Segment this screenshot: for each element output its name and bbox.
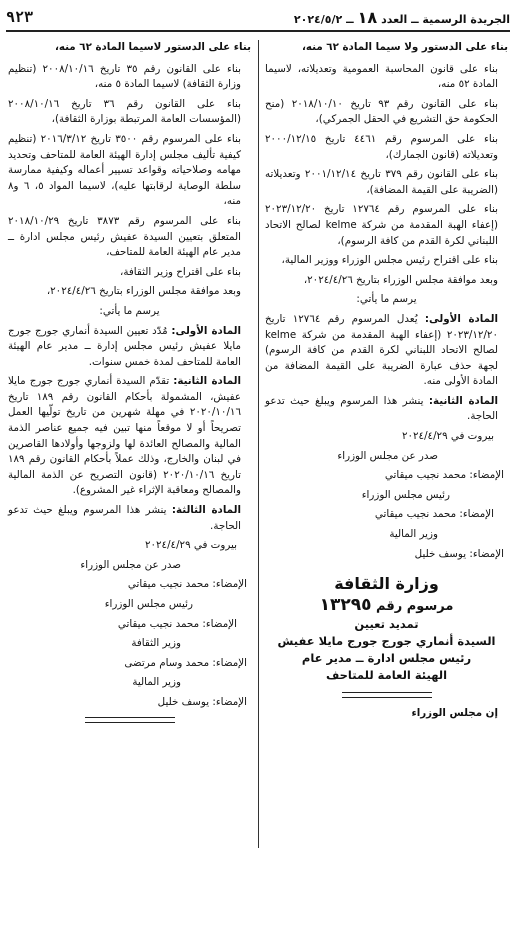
recital: بناء على القانون رقم ٣٥ تاريخ ٢٠٠٨/١٠/١٦ (تنظيم وزارة الثقافة) لاسيما المادة ٥ منه، [8, 62, 241, 91]
signature-line: وزير الثقافة [131, 637, 181, 650]
signature-line: الإمضاء: يوسف خليل [414, 547, 504, 560]
signature-line: الإمضاء: محمد نجيب ميقاتي [117, 617, 237, 630]
recital: وبعد موافقة مجلس الوزراء بتاريخ ٢٠٢٤/٤/٢٦، [46, 285, 241, 298]
signature-line: صدر عن مجلس الوزراء [337, 449, 438, 462]
article-text: مُدّد تعيين السيدة أنماري جورج جورج مايلا عفيش رئيس مجلس إدارة ــ مدير عام الهيئة العامة للمتاحف لمدة خمس سنوات. [8, 324, 241, 368]
recital: بناء على قانون المحاسبة العمومية وتعديلاته، لاسيما المادة ٥٢ منه، [265, 62, 498, 91]
article-label: المادة الثانية: [173, 375, 241, 388]
subject-line: تمديد تعيين [354, 617, 419, 632]
separator-line [85, 717, 175, 723]
subject-line: رئيس مجلس ادارة ــ مدير عام [301, 651, 472, 666]
recital: بناء على المرسوم رقم ٣٥٠٠ تاريخ ٢٠١٦/٣/١٢ (تنظيم كيفية تأليف مجلس إدارة الهيئة العامة للمتاحف وتحديد مهامه وصلاحياته وقواعد تسيير أعماله وكيفية ممارسة سلطة الوصاية لرقابتها عليه)، لاسيما المواد ٥، ٦ و٨ منه، [8, 132, 242, 208]
decree-heading [265, 594, 508, 615]
article [8, 324, 251, 371]
decree-label: مرسوم رقم [376, 598, 454, 614]
article-text: تقدّم السيدة أنماري جورج جورج مايلا عفيش، المشمولة بأحكام القانون رقم ١٨٩ تاريخ ٢٠٢٠/١٠/١٦ في مهلة شهرين من تاريخ تولّيها العمل تصريحاً أو لا موقعاً منها تبين فيه جميع عناصر الذمة المالية والمصالح العائدة لها ولزوجها وأولادها القاصرين في لبنان والخارج، وذلك عملاً بأحكام القانون رقم ١٨٩ تاريخ ٢٠٢٠/١٠/١٦ (قانون التصريح عن الذمة المالية والمصالح ومعاقبة الإثراء غير المشروع). [8, 375, 242, 497]
journal-title: الجريدة الرسمية ــ العدد [381, 12, 510, 26]
intro-line: بناء على الدستور لاسيما المادة ٦٢ منه، [54, 41, 251, 53]
president-line: إن مجلس الوزراء [411, 707, 498, 720]
issue-date: ــ ٢٠٢٤/٥/٢ [293, 12, 354, 26]
recital: وبعد موافقة مجلس الوزراء بتاريخ ٢٠٢٤/٤/٢٦، [303, 273, 498, 286]
signature-line: الإمضاء: محمد نجيب ميقاتي [374, 508, 494, 521]
decree-number: ١٣٢٩٥ [319, 594, 372, 615]
article [8, 503, 251, 534]
signature-line: الإمضاء: محمد نجيب ميقاتي [384, 469, 504, 482]
subject-line: السيدة أنماري جورج جورج مايلا عفيش [277, 634, 496, 649]
signature-line: وزير المالية [389, 528, 438, 541]
decree-line: يرسم ما يأتي: [99, 304, 160, 317]
recital: بناء على اقتراح وزير الثقافة، [120, 265, 241, 278]
place-date: بيروت في ٢٠٢٤/٤/٢٩ [144, 539, 237, 552]
right-column [265, 40, 508, 726]
recital: بناء على المرسوم رقم ٤٤٦١ تاريخ ٢٠٠٠/١٢/١٥ وتعديلاته (قانون الجمارك)، [265, 132, 498, 161]
signature-line: الإمضاء: محمد نجيب ميقاتي [127, 578, 247, 591]
decree-subject [265, 616, 508, 684]
place-date: بيروت في ٢٠٢٤/٤/٢٩ [401, 430, 494, 443]
signature-line: رئيس مجلس الوزراء [104, 598, 193, 610]
issue-number: ١٨ [357, 7, 378, 27]
article-text: ينشر هذا المرسوم ويبلغ حيث تدعو الحاجة. [8, 504, 241, 532]
column-divider [258, 40, 259, 848]
recital: بناء على القانون رقم ٩٣ تاريخ ٢٠١٨/١٠/١٠ (منح الحكومة حق التشريع في الحقل الجمركي)، [265, 97, 498, 126]
article [265, 312, 508, 390]
recital: بناء على اقتراح رئيس مجلس الوزراء ووزير المالية، [281, 254, 498, 267]
recital: بناء على القانون رقم ٣٦ تاريخ ٢٠٠٨/١٠/١٦ (المؤسسات العامة المرتبطة بوزارة الثقافة)، [8, 97, 241, 126]
signature-line: صدر عن مجلس الوزراء [80, 558, 181, 571]
article-text: ينشر هذا المرسوم ويبلغ حيث تدعو الحاجة. [265, 394, 498, 423]
article [265, 394, 508, 425]
left-column [8, 40, 251, 723]
signature-line: الإمضاء: محمد وسام مرتضى [124, 656, 247, 669]
recital: بناء على القانون رقم ٣٧٩ تاريخ ٢٠٠١/١٢/١٤ وتعديلاته (الضريبة على القيمة المضافة)، [265, 168, 498, 196]
signature-line: الإمضاء: يوسف خليل [157, 695, 247, 708]
intro-line: بناء على الدستور ولا سيما المادة ٦٢ منه، [301, 41, 508, 53]
article [8, 374, 251, 499]
article-label: المادة الثانية: [428, 394, 498, 407]
page-number: ٩٢٣ [6, 8, 34, 26]
article-label: المادة الأولى: [171, 324, 241, 337]
article-label: المادة الأولى: [424, 312, 498, 325]
decree-line: يرسم ما يأتي: [356, 293, 417, 306]
separator-line [342, 692, 432, 698]
signature-line: وزير المالية [132, 676, 181, 689]
page-header [6, 4, 510, 32]
signature-line: رئيس مجلس الوزراء [361, 488, 450, 501]
ministry-title: وزارة الثقافة [334, 574, 439, 594]
recital: بناء على المرسوم رقم ١٢٧٦٤ تاريخ ٢٠٢٣/١٢/٢٠ (إعفاء الهبة المقدمة من شركة kelme لصالح الاتحاد اللبناني لكرة القدم من كافة الرسوم)، [265, 203, 498, 247]
subject-line: الهيئة العامة للمتاحف [325, 668, 448, 683]
header-title-group [294, 8, 510, 27]
recital: بناء على المرسوم رقم ٣٨٧٣ تاريخ ٢٠١٨/١٠/٢٩ المتعلق بتعيين السيدة عفيش رئيس مجلس ادارة ــ مدير عام الهيئة العامة للمتاحف، [8, 214, 241, 259]
article-label: المادة الثالثة: [171, 504, 241, 517]
article-text: يُعدل المرسوم رقم ١٢٧٦٤ تاريخ ٢٠٢٣/١٢/٢٠ (إعفاء الهبة المقدمة من شركة kelme لصالح الاتحاد اللبناني لكرة القدم من كافة الرسوم) لجهة حذف عبارة الضريبة على القيمة المضافة من المادة الأولى منه. [265, 312, 498, 388]
